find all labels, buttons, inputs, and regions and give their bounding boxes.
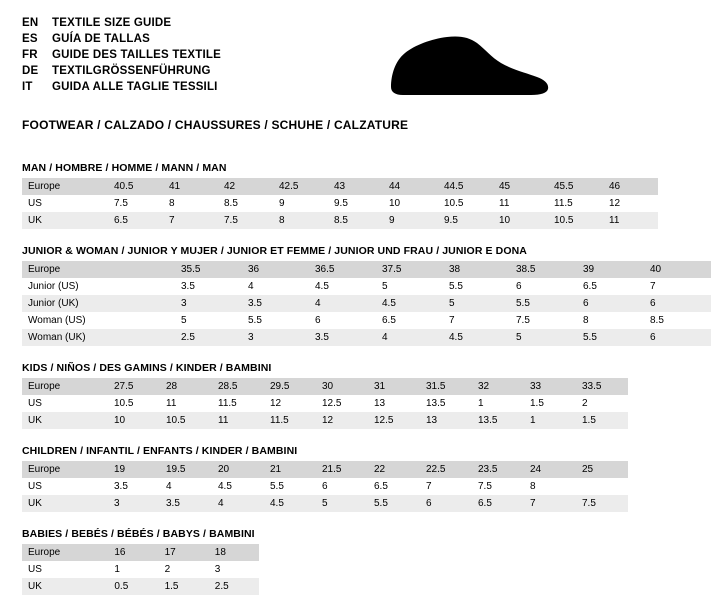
size-cell: 8: [577, 312, 644, 329]
size-cell: 35.5: [175, 261, 242, 278]
table-row: [22, 212, 658, 229]
size-cell: 45: [493, 178, 548, 195]
size-cell: 40.5: [108, 178, 163, 195]
size-cell: 10: [383, 195, 438, 212]
size-cell: 22.5: [420, 461, 472, 478]
size-cell: 45.5: [548, 178, 603, 195]
size-cell: 8: [524, 478, 576, 495]
row-label: UK: [22, 412, 108, 429]
section-title: MAN / HOMBRE / HOMME / MANN / MAN: [22, 162, 227, 174]
size-cell: 3.5: [108, 478, 160, 495]
table-row: [22, 578, 259, 595]
size-cell: 10.5: [160, 412, 212, 429]
size-cell: 4.5: [212, 478, 264, 495]
size-cell: 7: [443, 312, 510, 329]
size-cell: 5: [510, 329, 577, 346]
size-cell: 1.5: [576, 412, 628, 429]
language-code: ES: [22, 33, 38, 45]
size-cell: 12: [316, 412, 368, 429]
size-cell: 7: [644, 278, 711, 295]
row-label: UK: [22, 578, 108, 595]
size-cell: 33.5: [576, 378, 628, 395]
table-row: [22, 461, 628, 478]
size-cell: 3.5: [160, 495, 212, 512]
size-cell: 44.5: [438, 178, 493, 195]
size-cell: 6.5: [577, 278, 644, 295]
size-cell: 4.5: [443, 329, 510, 346]
size-cell: 4.5: [376, 295, 443, 312]
size-cell: 6.5: [472, 495, 524, 512]
language-title: GUIDE DES TAILLES TEXTILE: [52, 49, 221, 61]
row-label: Europe: [22, 544, 108, 561]
size-cell: 1.5: [159, 578, 209, 595]
size-cell: 21: [264, 461, 316, 478]
size-cell: 8: [273, 212, 328, 229]
size-table: [22, 461, 628, 512]
size-cell: 44: [383, 178, 438, 195]
size-cell: 9: [383, 212, 438, 229]
size-cell: 8.5: [328, 212, 383, 229]
language-title: GUIDA ALLE TAGLIE TESSILI: [52, 81, 218, 93]
language-title-list: [22, 16, 221, 94]
size-cell: 6: [420, 495, 472, 512]
size-cell: 12.5: [368, 412, 420, 429]
size-cell: 3: [242, 329, 309, 346]
size-cell: 24: [524, 461, 576, 478]
language-row: [22, 48, 221, 62]
size-cell: 6: [309, 312, 376, 329]
size-cell: 32: [472, 378, 524, 395]
size-cell: 9.5: [328, 195, 383, 212]
section-title: KIDS / NIÑOS / DES GAMINS / KINDER / BAMBINI: [22, 362, 272, 374]
size-cell: 13: [368, 395, 420, 412]
section-title: JUNIOR & WOMAN / JUNIOR Y MUJER / JUNIOR ET FEMME / JUNIOR UND FRAU / JUNIOR E DONA: [22, 245, 527, 257]
size-cell: 37.5: [376, 261, 443, 278]
size-cell: 5.5: [443, 278, 510, 295]
size-cell: 6: [644, 329, 711, 346]
size-cell: 13: [420, 412, 472, 429]
size-cell: 11: [603, 212, 658, 229]
size-cell: 4: [212, 495, 264, 512]
size-cell: 2.5: [209, 578, 259, 595]
size-cell: 2: [576, 395, 628, 412]
language-code: FR: [22, 49, 38, 61]
size-cell: 28: [160, 378, 212, 395]
size-section: [22, 528, 578, 595]
size-cell: 7.5: [510, 312, 577, 329]
size-cell: 20: [212, 461, 264, 478]
size-section: [22, 445, 596, 512]
category-line: FOOTWEAR / CALZADO / CHAUSSURES / SCHUHE / CALZATURE: [22, 118, 409, 132]
size-cell: 5.5: [368, 495, 420, 512]
size-cell: 7.5: [472, 478, 524, 495]
size-table: [22, 544, 259, 595]
size-cell: 36: [242, 261, 309, 278]
size-cell: 11: [493, 195, 548, 212]
size-cell: 13.5: [472, 412, 524, 429]
size-cell: 46: [603, 178, 658, 195]
size-cell: 3: [108, 495, 160, 512]
row-label: US: [22, 195, 108, 212]
size-cell: 11.5: [548, 195, 603, 212]
size-section: [22, 162, 621, 229]
size-cell: 6: [577, 295, 644, 312]
language-code: DE: [22, 65, 39, 77]
size-cell: 30: [316, 378, 368, 395]
size-cell: 43: [328, 178, 383, 195]
size-cell: 10: [493, 212, 548, 229]
size-cell: 11.5: [212, 395, 264, 412]
size-cell: 6.5: [368, 478, 420, 495]
size-cell: 38: [443, 261, 510, 278]
size-cell: 6: [316, 478, 368, 495]
size-cell: 36.5: [309, 261, 376, 278]
size-cell: 1: [524, 412, 576, 429]
size-cell: 8: [163, 195, 218, 212]
size-cell: 23.5: [472, 461, 524, 478]
language-row: [22, 64, 221, 78]
size-cell: 12: [264, 395, 316, 412]
size-cell: 6.5: [376, 312, 443, 329]
size-cell: 5.5: [577, 329, 644, 346]
size-cell: 5.5: [510, 295, 577, 312]
size-cell: 6: [510, 278, 577, 295]
size-cell: 10.5: [108, 395, 160, 412]
table-row: [22, 478, 628, 495]
size-cell: 10.5: [438, 195, 493, 212]
language-code: IT: [22, 81, 33, 93]
size-cell: [108, 312, 175, 329]
size-cell: 8.5: [644, 312, 711, 329]
row-label: Europe: [22, 178, 108, 195]
size-cell: 6.5: [108, 212, 163, 229]
size-cell: 4.5: [309, 278, 376, 295]
size-cell: 4: [242, 278, 309, 295]
size-cell: 1: [472, 395, 524, 412]
size-cell: 5.5: [242, 312, 309, 329]
table-row: [22, 195, 658, 212]
row-label: US: [22, 561, 108, 578]
size-cell: 7.5: [108, 195, 163, 212]
size-cell: 9.5: [438, 212, 493, 229]
size-cell: 4: [376, 329, 443, 346]
size-cell: [108, 278, 175, 295]
size-cell: [108, 295, 175, 312]
size-cell: 11.5: [264, 412, 316, 429]
language-row: [22, 80, 221, 94]
size-cell: 10.5: [548, 212, 603, 229]
size-cell: 7: [524, 495, 576, 512]
size-cell: 21.5: [316, 461, 368, 478]
size-cell: 27.5: [108, 378, 160, 395]
size-cell: 40: [644, 261, 711, 278]
size-cell: [576, 478, 628, 495]
row-label: Woman (UK): [22, 329, 108, 346]
size-section: [22, 245, 664, 346]
size-cell: 3.5: [309, 329, 376, 346]
size-cell: 18: [209, 544, 259, 561]
size-cell: 3.5: [175, 278, 242, 295]
size-cell: 5: [316, 495, 368, 512]
row-label: Europe: [22, 261, 108, 278]
size-cell: 31.5: [420, 378, 472, 395]
size-cell: 12: [603, 195, 658, 212]
size-cell: 41: [163, 178, 218, 195]
size-cell: 39: [577, 261, 644, 278]
size-cell: 3: [209, 561, 259, 578]
size-cell: 2.5: [175, 329, 242, 346]
size-cell: 42: [218, 178, 273, 195]
table-row: [22, 561, 259, 578]
size-table: [22, 378, 628, 429]
size-table: [22, 178, 658, 229]
language-row: [22, 32, 221, 46]
size-cell: 5: [443, 295, 510, 312]
table-row: [22, 261, 711, 278]
language-title: TEXTILGRÖSSENFÜHRUNG: [52, 65, 211, 77]
size-cell: 4: [160, 478, 212, 495]
size-cell: 1.5: [524, 395, 576, 412]
table-row: [22, 278, 711, 295]
size-cell: 16: [108, 544, 158, 561]
size-cell: 13.5: [420, 395, 472, 412]
size-cell: 5: [175, 312, 242, 329]
size-cell: 19.5: [160, 461, 212, 478]
size-cell: 19: [108, 461, 160, 478]
size-cell: [108, 329, 175, 346]
section-title: BABIES / BEBÉS / BÉBÉS / BABYS / BAMBINI: [22, 528, 255, 540]
size-tables-container: [22, 162, 664, 595]
page-header: [22, 16, 578, 106]
size-cell: 9: [273, 195, 328, 212]
table-row: [22, 378, 628, 395]
table-row: [22, 312, 711, 329]
size-cell: 6: [644, 295, 711, 312]
size-cell: 4.5: [264, 495, 316, 512]
size-cell: 5: [376, 278, 443, 295]
size-cell: 3: [175, 295, 242, 312]
table-row: [22, 178, 658, 195]
size-cell: 1: [108, 561, 158, 578]
language-row: [22, 16, 221, 30]
size-cell: 38.5: [510, 261, 577, 278]
row-label: US: [22, 395, 108, 412]
size-cell: 12.5: [316, 395, 368, 412]
size-table: [22, 261, 711, 346]
language-code: EN: [22, 17, 39, 29]
size-cell: 22: [368, 461, 420, 478]
language-title: GUÍA DE TALLAS: [52, 33, 150, 45]
table-row: [22, 412, 628, 429]
size-cell: 28.5: [212, 378, 264, 395]
size-cell: 2: [159, 561, 209, 578]
size-cell: 42.5: [273, 178, 328, 195]
size-cell: 7.5: [576, 495, 628, 512]
size-cell: 29.5: [264, 378, 316, 395]
size-cell: 7: [420, 478, 472, 495]
size-cell: 8.5: [218, 195, 273, 212]
size-cell: 11: [160, 395, 212, 412]
table-row: [22, 495, 628, 512]
row-label: UK: [22, 495, 108, 512]
row-label: Junior (US): [22, 278, 108, 295]
table-row: [22, 295, 711, 312]
row-label: US: [22, 478, 108, 495]
dress-shoe-icon: [376, 28, 556, 106]
size-cell: 3.5: [242, 295, 309, 312]
size-cell: 17: [159, 544, 209, 561]
size-cell: 25: [576, 461, 628, 478]
size-cell: 10: [108, 412, 160, 429]
section-title: CHILDREN / INFANTIL / ENFANTS / KINDER / BAMBINI: [22, 445, 298, 457]
row-label: UK: [22, 212, 108, 229]
table-row: [22, 329, 711, 346]
size-cell: [108, 261, 175, 278]
size-cell: 31: [368, 378, 420, 395]
size-cell: 7.5: [218, 212, 273, 229]
size-cell: 5.5: [264, 478, 316, 495]
size-cell: 4: [309, 295, 376, 312]
size-cell: 11: [212, 412, 264, 429]
table-row: [22, 395, 628, 412]
size-cell: 33: [524, 378, 576, 395]
row-label: Europe: [22, 461, 108, 478]
language-title: TEXTILE SIZE GUIDE: [52, 17, 172, 29]
row-label: Junior (UK): [22, 295, 108, 312]
size-cell: 0.5: [108, 578, 158, 595]
size-section: [22, 362, 602, 429]
size-cell: 7: [163, 212, 218, 229]
row-label: Europe: [22, 378, 108, 395]
table-row: [22, 544, 259, 561]
row-label: Woman (US): [22, 312, 108, 329]
